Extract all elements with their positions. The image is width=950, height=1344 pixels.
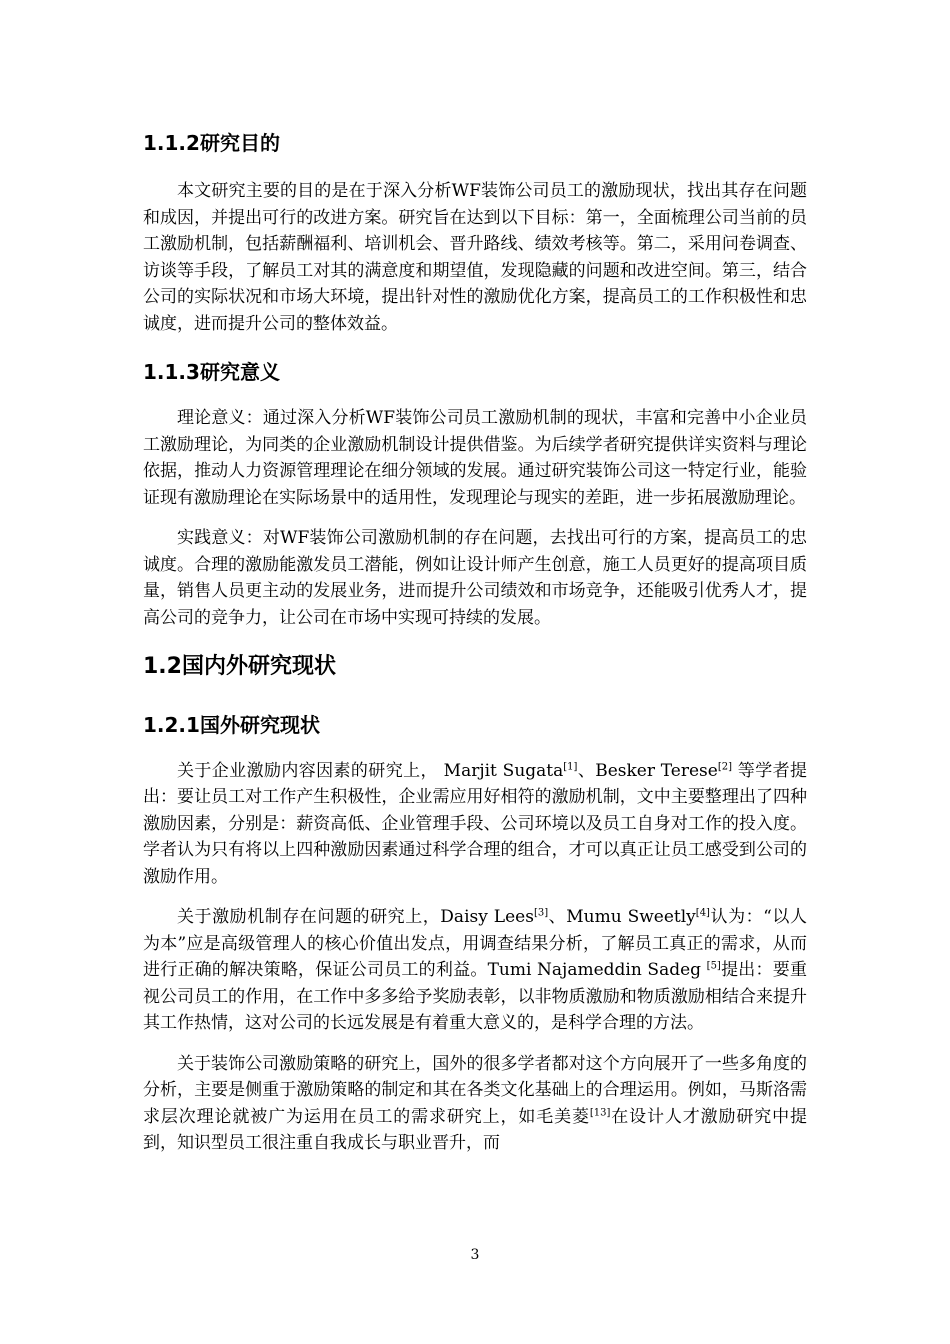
- text-segment: 认为：“以人为本”应是高级管理人的核心价值出发点，用调查结果分析，了解员工真正的需求，从而进行正确的解决策略，保证公司员工的利益。Tumi Najameddin Sadeg: [143, 907, 807, 981]
- page-number: 3: [470, 1247, 480, 1263]
- citation-ref: [5]: [706, 960, 721, 972]
- text-segment: 关于装饰公司激励策略的研究上，国外的很多学者都对这个方向展开了一些多角度的分析，主要是侧重于激励策略的制定和其在各类文化基础上的合理运用。例如，马斯洛需求层次理论就被广为运用在员工的需求研究上，如毛美菱: [143, 1053, 807, 1127]
- text-segment: 关于企业激励内容因素的研究上， Marjit Sugata: [177, 760, 564, 781]
- citation-ref: [3]: [533, 907, 549, 919]
- paragraph-practical-significance: 实践意义：对WF装饰公司激励机制的存在问题，去找出可行的方案，提高员工的忠诚度。合理的激励能激发员工潜能，例如让设计师产生创意，施工人员更好的提高项目质量，销售人员更主动的发展业务，进而提升公司绩效和市场竞争，还能吸引优秀人才，提高公司的竞争力，让公司在市场中实现可持续的发展。: [143, 528, 807, 628]
- text-segment: 等学者提出：要让员工对工作产生积极性，企业需应用好相符的激励机制，文中主要整理出了四种激励因素，分别是：薪资高低、企业管理手段、公司环境以及员工自身对工作的投入度。学者认为只有将以上四种激励因素通过科学合理的组合，才可以真正让员工感受到公司的激励作用。: [143, 760, 807, 887]
- citation-ref: [1]: [563, 760, 578, 772]
- text-segment: 在设计人才激励研究中提到，知识型员工很注重自我成长与职业晋升，而: [143, 1106, 808, 1154]
- paragraph-foreign-research-2: [143, 904, 807, 1037]
- heading-1-2-1: 1.2.1国外研究现状: [143, 712, 320, 737]
- paragraph-foreign-research-1: [143, 758, 807, 891]
- paragraph-foreign-research-3: [143, 1051, 807, 1157]
- heading-1-1-3: 1.1.3研究意义: [143, 360, 280, 384]
- text-segment: 提出：要重视公司员工的作用，在工作中多多给予奖励表彰，以非物质激励和物质激励相结合来提升其工作热情，这对公司的长远发展是有着重大意义的，是科学合理的方法。: [143, 960, 807, 1034]
- text-segment: 关于激励机制存在问题的研究上，Daisy Lees: [177, 907, 534, 928]
- citation-ref: [2]: [717, 760, 733, 772]
- paragraph-research-purpose: 本文研究主要的目的是在于深入分析WF装饰公司员工的激励现状，找出其存在问题和成因，并提出可行的改进方案。研究旨在达到以下目标：第一，全面梳理公司当前的员工激励机制，包括薪酬福利、培训机会、晋升路线、绩效考核等。第二，采用问卷调查、访谈等手段，了解员工对其的满意度和期望值，发现隐藏的问题和改进空间。第三，结合公司的实际状况和市场大环境，提出针对性的激励优化方案，提高员工的工作积极性和忠诚度，进而提升公司的整体效益。: [143, 181, 807, 334]
- paragraph-theoretical-significance: 理论意义：通过深入分析WF装饰公司员工激励机制的现状，丰富和完善中小企业员工激励理论，为同类的企业激励机制设计提供借鉴。为后续学者研究提供详实资料与理论依据，推动人力资源管理理论在细分领域的发展。通过研究装饰公司这一特定行业，能验证现有激励理论在实际场景中的适用性，发现理论与现实的差距，进一步拓展激励理论。: [143, 408, 807, 508]
- heading-1-1-2: 1.1.2研究目的: [143, 131, 280, 155]
- citation-ref: [4]: [695, 907, 710, 919]
- text-segment: 、Mumu Sweetly: [548, 907, 696, 928]
- heading-1-2: 1.2国内外研究现状: [143, 654, 336, 679]
- text-segment: 、Besker Terese: [577, 760, 718, 781]
- document-page: [143, 120, 807, 1157]
- citation-ref: [13]: [589, 1106, 611, 1118]
